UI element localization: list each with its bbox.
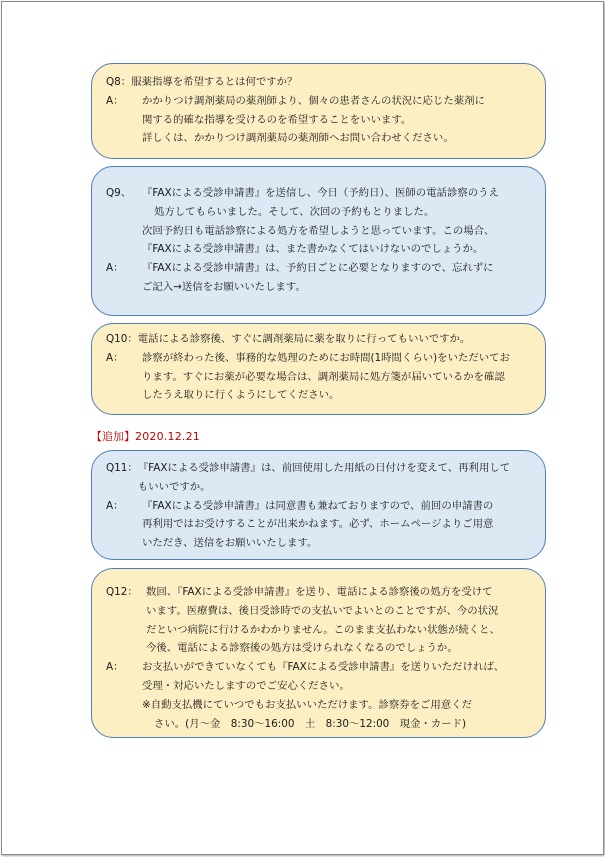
question-row xyxy=(106,459,535,497)
question-line: 数回、『FAXによる受診申請書』を送り、電話による診察後の処方を受けて xyxy=(146,586,493,598)
answer-line: 詳しくは、かかりつけ調剤薬局の薬剤師へお問い合わせください。 xyxy=(142,132,454,145)
question-row xyxy=(106,184,535,259)
question-label: Q12： xyxy=(106,586,138,598)
addition-note xyxy=(91,429,200,445)
answer-row xyxy=(106,658,535,733)
answer-line: 再利用ではお受けすることが出来かねます。必ず、ホームページよりご用意 xyxy=(142,518,494,531)
question-row xyxy=(106,330,535,349)
question-line: 服薬指導を希望するとは何ですか？ xyxy=(131,76,298,88)
answer-label: A： xyxy=(106,94,124,107)
question-text xyxy=(138,459,535,497)
answer-line: 『FAXによる受診申請書』は同意書も兼ねておりますので、前回の申請書の xyxy=(142,499,494,512)
answer-line: さい。(月～金 8:30～16:00 土 8:30～12:00 現金・カード) xyxy=(154,717,467,730)
addition-tag: 【追加】 xyxy=(91,430,135,443)
faq-box-q9 xyxy=(91,166,546,316)
answer-text xyxy=(142,658,535,733)
question-line: 『FAXによる受診申請書』は、前回使用した用紙の日付けを変えて、再利用して xyxy=(137,462,511,474)
answer-text xyxy=(142,259,535,297)
question-text xyxy=(146,583,535,658)
question-line: 今後、電話による診察後の処方は受けられなくなるのでしょうか。 xyxy=(146,642,458,655)
faq-box-q8 xyxy=(91,63,546,159)
question-text xyxy=(138,330,535,349)
answer-label: A： xyxy=(106,499,124,512)
document-page xyxy=(1,1,604,855)
question-text xyxy=(131,73,535,92)
answer-row xyxy=(106,497,535,553)
question-label: Q11： xyxy=(106,462,138,474)
faq-box-q10 xyxy=(91,323,546,415)
answer-line: 『FAXによる受診申請書』は、予約日ごとに必要となりますので、忘れずに xyxy=(142,262,494,275)
question-line: います。医療費は、後日受診時での支払いでよいとのことですが、今の状況 xyxy=(146,604,499,617)
answer-label: A： xyxy=(106,351,124,364)
question-row xyxy=(106,583,535,658)
answer-line: 診察が終わった後、事務的な処理のためにお時間(1時間くらい)をいただいてお xyxy=(142,351,510,364)
question-label: Q10： xyxy=(106,333,138,345)
answer-line: お支払いができていなくても『FAXによる受診申請書』を送りいただければ、 xyxy=(142,661,505,674)
question-line: 処方してもらいました。そして、次回の予約もとりました。 xyxy=(154,205,435,218)
question-line: 『FAXによる受診申請書』を送信し、今日（予約日）、医師の電話診察のうえ xyxy=(142,187,499,199)
answer-label: A： xyxy=(106,661,124,674)
answer-line: 受理・対応いたしますのでご安心ください。 xyxy=(142,679,350,692)
faq-box-q12 xyxy=(91,568,546,738)
question-line: 電話による診察後、すぐに調剤薬局に薬を取りに行ってもいいですか。 xyxy=(137,333,471,345)
answer-line: したうえ取りに行くようにしてください。 xyxy=(142,389,340,402)
question-line: もいいですか。 xyxy=(137,480,211,493)
question-label: Q9、 xyxy=(106,187,132,199)
question-line: だといつ病院に行けるかわかりません。このまま支払わない状態が続くと、 xyxy=(146,623,500,636)
question-line: 『FAXによる受診申請書』は、また書かなくてはいけないのでしょうか。 xyxy=(142,243,484,256)
question-line: 次回予約日も電話診察による処方を希望しようと思っています。この場合、 xyxy=(142,224,495,237)
answer-row xyxy=(106,349,535,405)
answer-text xyxy=(142,497,535,553)
faq-box-q11 xyxy=(91,450,546,560)
answer-line: 関する的確な指導を受けるのを希望することをいいます。 xyxy=(142,113,412,126)
answer-line: ります。すぐにお薬が必要な場合は、調剤薬局に処方箋が届いているかを確認 xyxy=(142,370,505,383)
answer-line: いただき、送信をお願いいたします。 xyxy=(142,537,318,550)
question-text xyxy=(142,184,535,259)
answer-text xyxy=(142,92,535,148)
answer-text xyxy=(142,349,535,405)
answer-line: ※自動支払機にていつでもお支払いいただけます。診察券をご用意くだ xyxy=(142,698,472,711)
question-row xyxy=(106,73,535,92)
answer-row xyxy=(106,259,535,297)
addition-date: 2020.12.21 xyxy=(135,430,200,443)
answer-line: ご記入→送信をお願いいたします。 xyxy=(142,280,306,293)
answer-row xyxy=(106,92,535,148)
answer-line: かかりつけ調剤薬局の薬剤師より、個々の患者さんの状況に応じた薬剤に xyxy=(142,94,485,107)
question-label: Q8： xyxy=(106,76,132,88)
answer-label: A： xyxy=(106,262,124,275)
